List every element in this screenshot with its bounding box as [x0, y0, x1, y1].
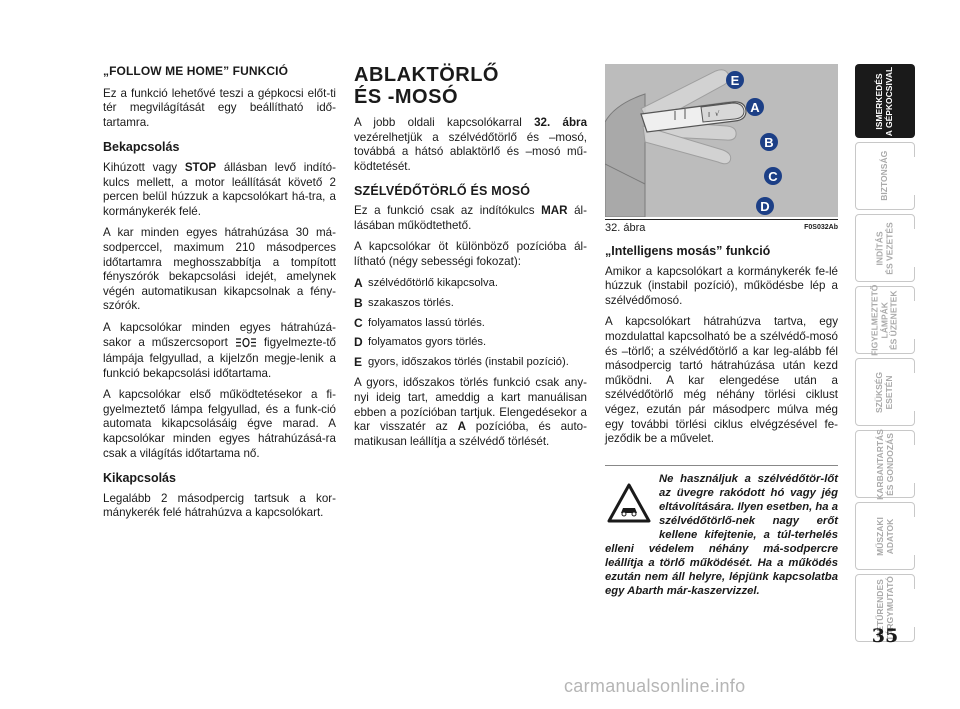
list-item: C folyamatos lassú törlés.	[354, 315, 485, 330]
svg-text:√: √	[715, 110, 720, 118]
paragraph: Amikor a kapcsolókart a kormánykerék fe-lé húzzuk (instabil pozíció), működésbe lép a szélvédőmosó.	[605, 264, 838, 307]
divider	[605, 465, 838, 466]
svg-text:I: I	[708, 111, 711, 119]
column-intelligent-wash	[605, 244, 838, 454]
page-title	[354, 64, 587, 108]
paragraph: A kapcsolókar első működtetésekor a fi-gyelmeztető lámpa felgyullad, és a funk-ció automata kikapcsolásáig égve marad. A kapcsolókar minden egyes hátrahúzásá-ra csak a világítás időtartama nő.	[103, 388, 336, 460]
paragraph: Kihúzott vagy STOP állásban levő indító-kulcs mellett, a motor leállítását követő 2 percen belül húzzuk a kapcsolókart há-tra, a kormánykerék felé.	[103, 160, 336, 218]
tab-ismerkedes[interactable]: ISMERKEDÉS A GÉPKOCSIVAL	[855, 64, 915, 138]
subheading-bekapcsolas: Bekapcsolás	[103, 140, 180, 155]
tab-betu[interactable]: BETŰRENDES TÁRGYMUTATÓ	[855, 574, 915, 642]
paragraph: A kapcsolókar minden egyes hátrahúzá-sakor a műszercsoport figyelmezte-tő lámpája felgyullad, a kijelzőn megje-lenik a funkció bekapcsolási időtartama.	[103, 320, 336, 380]
warning-note	[605, 472, 838, 598]
column-follow-me-home	[103, 64, 336, 528]
figure-number: 32. ábra	[605, 222, 646, 234]
list-item: E gyors, időszakos törlés (instabil pozíció).	[354, 354, 569, 369]
marker-a-label: A	[750, 100, 760, 115]
marker-d-label: D	[760, 199, 770, 214]
title-line: ÉS -MOSÓ	[354, 86, 459, 108]
tab-muszaki[interactable]: MŰSZAKI ADATOK	[855, 502, 915, 570]
list-item: A szélvédőtörlő kikapcsolva.	[354, 276, 498, 291]
paragraph: A kar minden egyes hátrahúzása 30 má-sodperccel, maximum 210 másodperces időtartamra meghosszabbítja a tompított fényszórók bekapcsolási idejét, amelynek végén automatikusan kikapcsolnak a fény-szórók.	[103, 226, 336, 313]
tab-figyelmezteto[interactable]: FIGYELMEZTETŐ LÁMPÁK ÉS ÜZENETEK	[855, 286, 915, 354]
list-item: B szakaszos törlés.	[354, 295, 454, 310]
paragraph: A kapcsolókar öt különböző pozícióba ál-lítható (négy sebességi fokozat):	[354, 240, 587, 268]
figure-code: F0S032Ab	[804, 224, 838, 231]
watermark: carmanualsonline.info	[564, 676, 746, 696]
section-heading-follow-me-home: „FOLLOW ME HOME” FUNKCIÓ	[103, 64, 289, 78]
tab-inditas[interactable]: INDÍTÁS ÉS VEZETÉS	[855, 214, 915, 282]
paragraph: A gyors, időszakos törlés funkció csak any-nyi ideig tart, ameddig a kart manuálisan ebben a pozícióban tartjuk. Elengedésekor a kar visszatér az A pozícióba, és auto-matikusan leállítja a szélvédő törlését.	[354, 376, 587, 448]
subheading-intelligent-wash: „Intelligens mosás” funkció	[605, 244, 771, 258]
list-item: D folyamatos gyors törlés.	[354, 335, 487, 350]
paragraph: A jobb oldali kapcsolókarral 32. ábra vezérelhetjük a szélvédőtörlő és –mosó, továbbá a hátsó ablaktörlő és –mosó mű-ködtetését.	[354, 116, 588, 173]
marker-b-label: B	[764, 135, 774, 150]
warning-triangle-icon	[605, 476, 653, 530]
warning-text: Ne használjuk a szélvédőtör-lőt az üvegre rakódott hó vagy jég eltávolítására. Ilyen esetben, ha a szélvédőtörlő-nek nagy erőt kellene kifejtenie, a túl-terhelés elleni védelem néhány má-sodpercre leállítja a törlő működését. Ha a működés ezután nem áll helyre, lépjünk kapcsolatba egy Abarth már-kaszervizzel.	[605, 473, 838, 597]
paragraph: Legalább 2 másodpercig tartsuk a kor-mánykerék felé hátrahúzva a kapcsolókart.	[103, 491, 336, 520]
tab-biztonsag[interactable]: BIZTONSÁG	[855, 142, 915, 210]
tab-karbantartas[interactable]: KARBANTARTÁS ÉS GONDOZÁS	[855, 430, 915, 498]
paragraph: Ez a funkció csak az indítókulcs MAR ál-lásában működtethető.	[354, 203, 587, 232]
figure-wiper-stalk	[605, 64, 838, 217]
paragraph: A kapcsolókart hátrahúzva tartva, egy mozdulattal kapcsolható be a szélvédő-mosó és –törlő; a szélvédőtörlő a kar leg-alább fél másodpercig tartó hátrahúzása után kezd működni. A kar elengedése után a szélvédőtörlő még néhány törlési ciklust végez, ezután pár másodperc múlva még egy további törlési ciklus elvégzésével fe-jeződik be a művelet.	[605, 315, 838, 446]
headlamp-warning-icon	[235, 337, 257, 353]
section-heading-windscreen-wiper: SZÉLVÉDŐTÖRLŐ ÉS MOSÓ	[354, 184, 531, 199]
marker-c-label: C	[768, 169, 778, 184]
tab-szukseg[interactable]: SZÜKSÉG ESETÉN	[855, 358, 915, 426]
title-line: ABLAKTÖRLŐ	[354, 64, 499, 86]
paragraph: Ez a funkció lehetővé teszi a gépkocsi előt-ti tér megvilágítását egy beállítható idő-tartamra.	[103, 86, 336, 129]
chapter-tabs	[855, 64, 915, 646]
column-wiper	[354, 64, 587, 456]
subheading-kikapcsolas: Kikapcsolás	[103, 471, 176, 486]
figure-caption	[605, 219, 838, 234]
page-number: 35	[871, 625, 899, 647]
wiper-stalk-illustration	[605, 64, 838, 217]
position-list	[354, 276, 587, 369]
marker-e-label: E	[730, 73, 740, 88]
